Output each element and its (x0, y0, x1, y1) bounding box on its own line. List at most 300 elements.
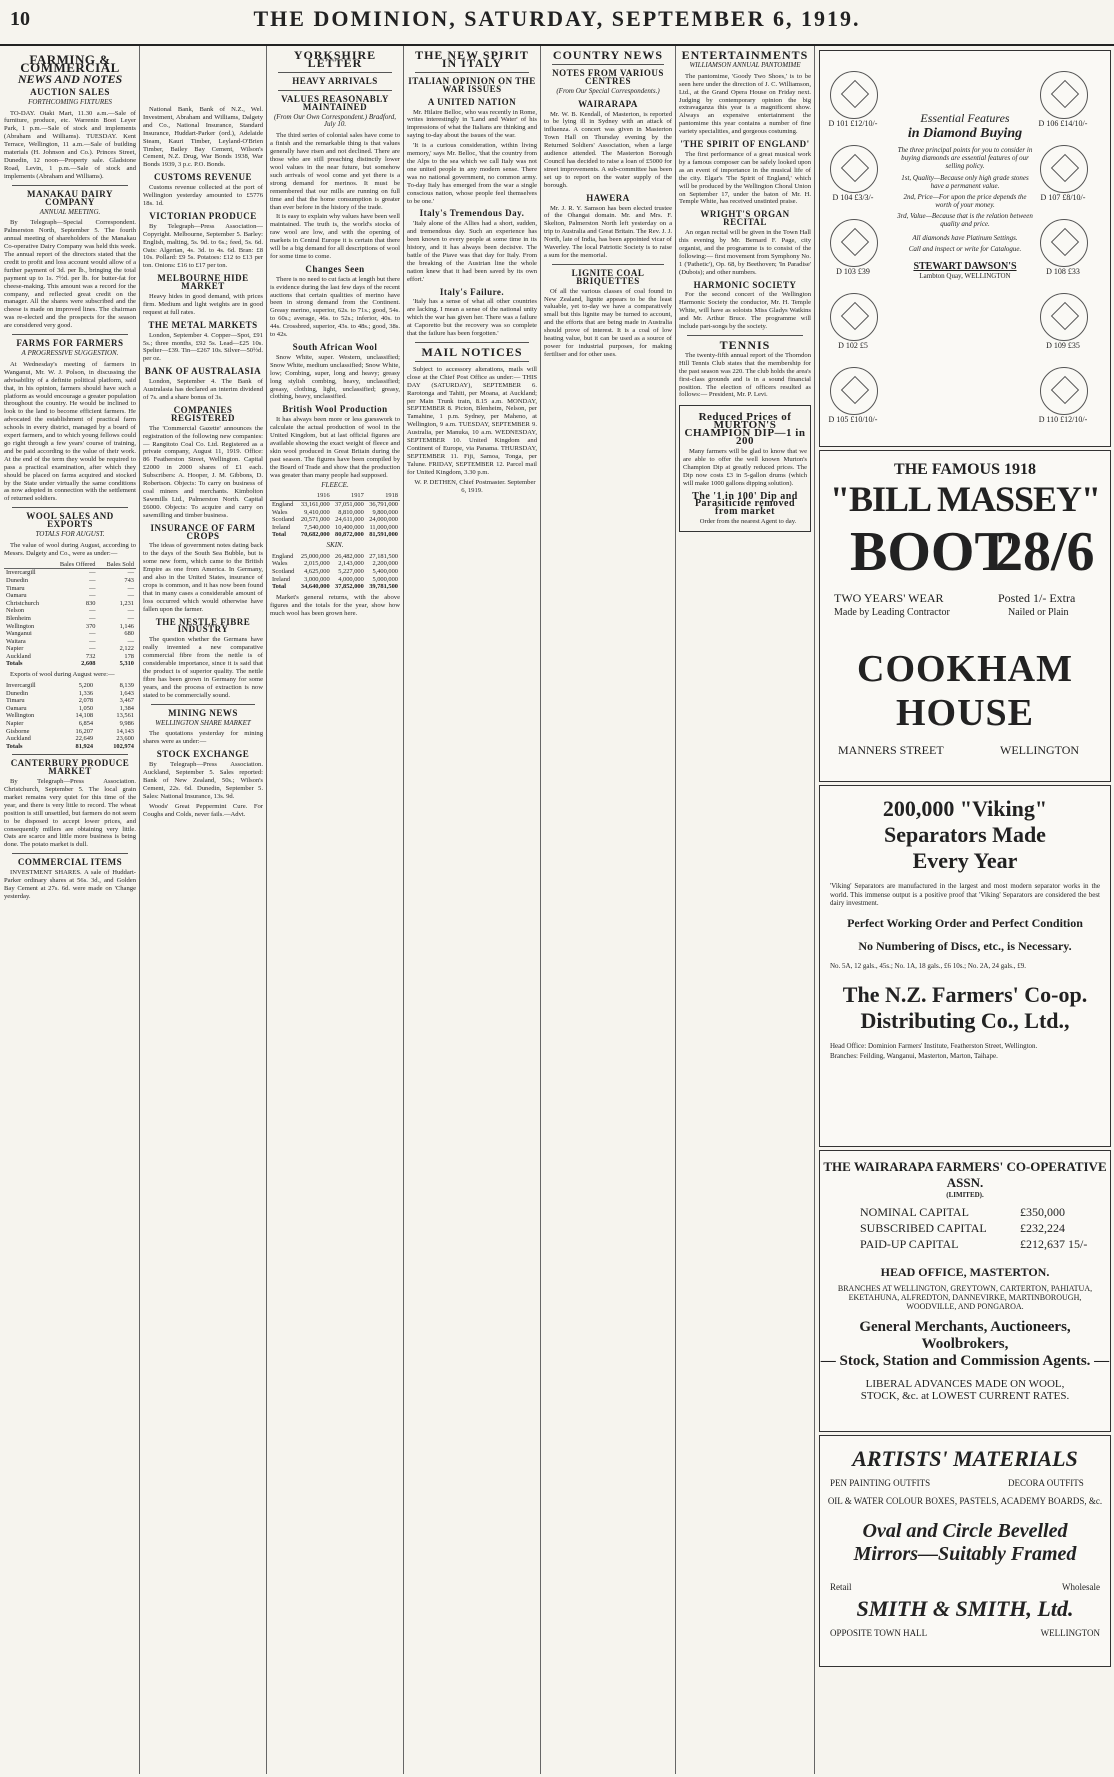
table-cell: 5,200 (78, 681, 94, 689)
table-cell: Gisborne (6, 727, 30, 735)
table-row (4, 705, 136, 713)
table-cell: 25,000,000 (300, 552, 330, 560)
table-cell: 2,200,000 (372, 560, 398, 568)
table-cell: Nelson (6, 607, 25, 615)
table-cell: 3,000,000 (304, 575, 330, 583)
diamond-ring-icon (1040, 71, 1088, 119)
column-rule (675, 46, 676, 1774)
table-row (4, 690, 136, 698)
column-rule (814, 46, 815, 1774)
artists-outfits (830, 1478, 1100, 1492)
table-cell: — (127, 569, 134, 577)
table-cell: 370 (85, 622, 96, 630)
wairarapa-general-2: — Stock, Station and Commission Agents. — (820, 1353, 1110, 1369)
table-cell: 5,400,000 (372, 568, 398, 576)
viking-branches: Branches: Feilding, Wanganui, Masterton, Marton, Taihape. (830, 1051, 998, 1060)
table-row (4, 615, 136, 623)
table-cell: 1,146 (119, 622, 134, 630)
british-heading: British Wool Production (282, 404, 388, 415)
farms-subheading: A PROGRESSIVE SUGGESTION. (21, 349, 119, 357)
boot-line1: THE FAMOUS 1918 (894, 461, 1036, 478)
column-rule (266, 46, 267, 1774)
wairarapa-limited: (LIMITED). (946, 1191, 984, 1199)
table-cell: — (89, 584, 96, 592)
changes-heading: Changes Seen (305, 263, 365, 274)
column-rule (403, 46, 404, 1774)
table-cell: 5,227,000 (338, 568, 364, 576)
artists-opposite: OPPOSITE TOWN HALL (830, 1628, 928, 1638)
artists-city: WELLINGTON (1040, 1628, 1100, 1638)
stock-heading: STOCK EXCHANGE (156, 749, 250, 760)
table-row (270, 516, 400, 524)
fleece-label: FLEECE. (321, 480, 349, 489)
section-title: FARMING & COMMERCIAL (20, 52, 120, 75)
diamond-ring-icon (830, 219, 878, 267)
divider (151, 704, 255, 705)
boot-wear: TWO YEARS' WEAR (834, 591, 944, 605)
africa-text: Snow White, super. Western, unclassified; Snow White, medium unclassified; Snow White, low; Combing, super, long and heavy; greasy long stylish combing, heavy, unclassified; greasy, clothing, light, unclassified; greasy, clothing, heavy, unclassified. (270, 353, 400, 401)
viking-body: 'Viking' Separators are manufactured in the largest and most modern separator works in the world. This immense output is a positive proof that 'Viking' Separators are considered the best dairy investment. (830, 882, 1100, 907)
subscribed-capital-label: SUBSCRIBED CAPITAL (860, 1221, 987, 1235)
boot-street: MANNERS STREET (838, 743, 944, 757)
artists-wholesale: Wholesale (1062, 1582, 1100, 1592)
divider (12, 507, 128, 508)
boot-line2: "BILL MASSEY" (829, 479, 1101, 519)
table-cell: 178 (124, 652, 134, 660)
table-cell: — (89, 645, 96, 653)
hawera-text: Mr. J. R. Y. Samson has been elected trustee of the Ohangai domain. Mr. and Mrs. F. Skelton, Palmerston North left yesterday on a trip to Australia and Great Britain. The Rev. J. J. North, late of India, has been appointed vicar of Waverley. The local Patriotic Society is to raise a sum for the memorial. (544, 204, 672, 259)
table-cell: Napier (6, 719, 24, 727)
table-row (4, 630, 136, 638)
diamond-icon (1051, 376, 1079, 404)
table-row (4, 638, 136, 646)
table-cell: Auckland (6, 652, 31, 660)
table-cell: — (89, 607, 96, 615)
bank-text: London, September 4. The Bank of Australasia has declared an interim dividend of 7s. and a share bonus of 3s. (143, 378, 263, 401)
table-cell: 4,625,000 (304, 568, 330, 576)
boot-price: 28/6 (995, 521, 1095, 583)
diamond-price-label: D 109 £35 (1046, 341, 1080, 350)
table-cell: 33,161,000 (300, 501, 330, 508)
column-italy (407, 46, 537, 1774)
table-cell: 8,810,000 (338, 508, 364, 516)
divider (12, 853, 128, 854)
mining-heading: MINING NEWS (168, 707, 238, 718)
yorkshire-para-2: It is easy to explain why values have been well maintained. The truth is, the world's stocks of raw wool are low, and with the opening of markets in Central Europe it is certain that there will be a big demand for all descriptions of wool for some time to come. (270, 213, 400, 260)
divider (415, 72, 529, 73)
table-cell: — (127, 614, 134, 622)
table-cell: — (89, 592, 96, 600)
viking-line2: Separators Made (884, 822, 1046, 847)
table-cell: — (89, 569, 96, 577)
page-number: 10 (10, 8, 30, 30)
diamond-icon (841, 376, 869, 404)
changes-text: There is no need to cut facts at length but there is evidence during the last few days of the recent auctions that certain qualities of merino have been in strong demand from the Continent. Greasy merino, superior, 62s. to 71s.; good, 54s. to 60s.; average, 46s. to 52s.; inferior, 40s. to 44s. Crossbred, superior, 43s. to 48s.; good, 38s. to 42s. (270, 275, 400, 339)
table-cell: Scotland (272, 568, 295, 576)
boot-postage: Posted 1/- Extra (998, 591, 1076, 605)
divider (552, 64, 664, 65)
table-cell: 4,000,000 (338, 575, 364, 583)
wool-subheading: TOTALS FOR AUGUST. (35, 530, 105, 539)
british-text: It has always been more or less guesswork to calculate the actual production of wool in the United Kingdom, but at last official figures are available showing the exact weight of fleece and skin wool produced in Great Britain during the past season. The figures have been compiled by the Board of Trade and show that the production was greater than many people had supposed. (270, 416, 400, 479)
viking-office: Head Office: Dominion Farmers' Institute, Featherston Street, Wellington. (830, 1041, 1038, 1050)
divider (12, 754, 128, 755)
table-total-row (270, 583, 400, 591)
table-row (4, 623, 136, 631)
viking-line3: Every Year (912, 848, 1018, 873)
divider (687, 335, 803, 336)
column-yorkshire (270, 46, 400, 1774)
divider (278, 90, 392, 91)
table-cell: 26,482,000 (335, 552, 364, 560)
table-row (4, 735, 136, 743)
diamond-price-label: D 104 £3/3/- (832, 193, 874, 202)
table-cell: 1,050 (78, 704, 94, 712)
table-cell: Bales Sold (97, 561, 136, 569)
yorkshire-subheading-2: VALUES REASONABLY MAINTAINED (281, 93, 389, 112)
table-cell: 23,600 (116, 735, 134, 743)
murton-tagline: The '1 in 100' Dip and Parasiticide removed from market (692, 490, 798, 518)
organ-text: An organ recital will be given in the Town Hall this evening by Mr. Bernard F. Page, city organist, and the programme is to consist of the following:— first movement from Symphony No. 1 ('Pathetic'), Op. 68, by Beethoven; 'In Paradise' (Dubois); and other numbers. (679, 229, 811, 276)
table-cell: — (89, 576, 96, 584)
tremendous-heading: Italy's Tremendous Day. (419, 208, 525, 219)
table-cell: Napier (6, 645, 24, 653)
failure-heading: Italy's Failure. (439, 286, 505, 297)
diamond-ad-street: Lambton Quay, WELLINGTON (919, 272, 1011, 280)
table-cell (4, 561, 49, 569)
table-cell: 102,974 (113, 742, 134, 750)
table-total-row (270, 531, 400, 539)
customs-heading: CUSTOMS REVENUE (153, 172, 253, 183)
murton-heading: Reduced Prices of MURTON'S CHAMPION DIP—1 in 200 (684, 411, 806, 448)
yorkshire-byline: (From Our Own Correspondent.) Bradford, July 10. (273, 112, 397, 129)
table-cell: 11,000,000 (369, 523, 398, 531)
table-cell: Totals (6, 660, 23, 668)
tennis-text: The twenty-fifth annual report of the Thorndon Hill Tennis Club states that the membership for the past season was 220. The club holds the area's first-class grounds and is in a sound financial position. The election of officers resulted as follows:— President, Mr. P. Levi. (679, 351, 811, 399)
table-cell: 9,986 (119, 719, 134, 727)
table-cell: Oamaru (6, 592, 27, 600)
diamond-icon (841, 302, 869, 330)
wool-table (4, 561, 136, 668)
table-cell: Timaru (6, 697, 25, 705)
insurance-heading: INSURANCE OF FARM CROPS (150, 522, 256, 541)
table-cell: 27,181,500 (369, 552, 398, 560)
table-cell: Totals (6, 742, 23, 750)
spirit-heading: 'THE SPIRIT OF ENGLAND' (680, 139, 810, 150)
table-cell: 680 (124, 630, 134, 638)
divider (12, 334, 128, 335)
table-cell: — (89, 614, 96, 622)
canterbury-text: By Telegraph—Press Association. Christchurch, September 5. The local grain market remains very quiet for this time of the year, and there is very little to record. The wheat position is still unsettled, but farmers do not seem to be disposed to accept lower prices, and consequently millers are obtaining very little. Oats are scarce and little more business is being done. The potato market is dull. (4, 778, 136, 849)
viking-co-line2: Distributing Co., Ltd., (860, 1007, 1070, 1033)
table-cell: 81,924 (75, 742, 94, 750)
column-entertainments (679, 46, 811, 1774)
table-cell: 9,410,000 (304, 508, 330, 516)
boot-shop: COOKHAM HOUSE (857, 648, 1073, 734)
table-row (4, 728, 136, 736)
table-row (270, 553, 400, 561)
table-cell: 2,078 (78, 697, 94, 705)
wairarapa-text: Mr. W. B. Kendall, of Masterton, is reported to be lying ill in Sydney with an attack of influenza. A concert was given in Masterton Town Hall on Thursday evening by the Returned Soldiers' Association, when a large audience attended. The Masterton Borough Council has decided to raise a loan of £5000 for street improvements. A sub-committee has been set up to report on the water supply of the borough. (544, 110, 672, 189)
pantomime-text: The pantomime, 'Goody Two Shoes,' is to be seen here under the direction of J. C. Williamson, Ltd., at the Grand Opera House on Friday next. Judging by contemporary opinion the big extravaganza this year is a magnificent show. Always an expensive entertainment the pantomime this year contains a number of fine variety specialities, and gorgeous costuming. (679, 72, 811, 136)
table-cell: 5,000,000 (372, 575, 398, 583)
lignite-text: Of all the various classes of coal found in New Zealand, lignite appears to be the least valuable, yet to-day we have a comparatively small but this lignite may be turned to account, and the efforts that are being made in Australia should prove of interest. It is a coal of low heating value, but it can be used as a source of power for industrial purposes, for making fertiliser and for other uses. (544, 287, 672, 358)
diamond-price-label: D 106 £14/10/- (1038, 119, 1088, 128)
table-total-row (4, 660, 136, 668)
table-row (4, 697, 136, 705)
diamond-ring-icon (830, 71, 878, 119)
farms-text: At Wednesday's meeting of farmers in Wanganui, Mr. W. J. Polson, in discussing the advisability of a definite political platform, said that, in his opinion, farmers should have such a platform as would encourage a greater population throughout the country. He would be inclined to look to the land to become efficient farmers. He advocated the establishment of practical farm schools in every district, managed by a board of expert farmers, and to which young fellows could go right through a few years' course of training, and be paid according to the value of their work. At the end of the term they would be required to pass a practical examination, after which they should be placed on farms acquired and stocked by the State under virtually the same conditions as now adopted in connection with the settlement of returned soldiers. (4, 360, 136, 503)
table-cell: Scotland (272, 516, 295, 524)
table-row (4, 585, 136, 593)
mining-subheading: WELLINGTON SHARE MARKET (155, 718, 251, 727)
table-row (270, 501, 400, 509)
table-row (270, 509, 400, 517)
yorkshire-subheading: HEAVY ARRIVALS (292, 75, 378, 86)
table-row (4, 682, 136, 690)
yorkshire-heading: YORKSHIRE LETTER (293, 48, 377, 70)
nominal-capital-label: NOMINAL CAPITAL (860, 1205, 969, 1219)
murton-footer: Order from the nearest Agent to day. (699, 518, 797, 526)
table-cell: 2,143,000 (338, 560, 364, 568)
wool-intro: The value of wool during August, according to Messrs. Dalgety and Co., were as under:— (4, 541, 136, 557)
diamond-icon (1051, 80, 1079, 108)
diamond-ad-name: STEWART DAWSON'S (913, 261, 1017, 272)
table-cell: Christchurch (6, 599, 40, 607)
subscribed-capital-value: £232,224 (1020, 1221, 1065, 1235)
italy-para-1: Mr. Hilaire Belloc, who was recently in Rome, writes interestingly in 'Land and Water' of his impressions of what the Italians are thinking and saying to-day about the issues of the war. (407, 108, 537, 140)
viking-co-line1: The N.Z. Farmers' Co-op. (842, 981, 1088, 1007)
companies-text: The 'Commercial Gazette' announces the registration of the following new companies:— Rangitoto Coal Co. Ltd. Registered as a private company, August 11, 1919. Office: 86 Featherston Street, Wellington. Capital £2000 in 2000 shares of £1 each. Subscribers: A. Hooper, J. M. Gibbons, D. Robertson. Objects: To carry on business of coal miners and merchants. Kimbolton Sawmills Ltd., Palmerston North. Capital £6000. Objects: To acquire and carry on sawmilling and timber business. (143, 424, 263, 519)
table-cell: Waitara (6, 637, 26, 645)
artists-ad (819, 1435, 1111, 1667)
table-cell: Wales (272, 560, 288, 568)
table-cell: Invercargill (6, 681, 36, 689)
divider (552, 264, 664, 265)
table-cell: 24,611,000 (335, 516, 364, 524)
shares-text: National Bank, Bank of N.Z., Wel. Investment, Abraham and Williams, Dalgety and Co., National Insurance, Standard Insurance, Huddart-Parker (ord.), Adelaide Steam, Kauri Timber, Leyland-O'Brien Timber, Bailey Bay Cement, Wilson's Cement, N.Z. Drug, War Bonds 1938, War Bonds 1939, 3 p.c. P.O. Bonds. (143, 106, 263, 169)
table-cell: 7,540,000 (304, 523, 330, 531)
auction-text: TO-DAY. Otaki Mart, 11.30 a.m.—Sale of furniture, produce, etc. Warrenin Boot Leyer Park, 1 p.m.—Sale of stock and implements (Abraham and Williams). TUESDAY. Kent Terrace, Wellington, 11 a.m.—Sale of building materials (H. Johnson and Co.). Princes Street, Dunedin, 12 noon—Property sale. Gladstone Road, Levin, 1 p.m.—Sale of stock and implements (Abraham and Williams). (4, 109, 136, 180)
viking-ad (819, 785, 1111, 1147)
table-cell: 36,791,000 (369, 501, 398, 508)
entertainments-heading: ENTERTAINMENTS (681, 48, 809, 62)
diamond-ring-icon (1040, 293, 1088, 341)
tennis-heading: TENNIS (719, 338, 771, 352)
table-cell: England (272, 501, 294, 508)
yorkshire-closing: Market's general returns, with the above figures and the totals for the year, show how much wool has been grown here. (270, 593, 400, 617)
diamond-price-label: D 110 £12/10/- (1038, 415, 1088, 424)
viking-line1: 200,000 "Viking" (882, 796, 1048, 821)
diamond-icon (1051, 302, 1079, 330)
wairarapa-liberal-2: STOCK, &c. at LOWEST CURRENT RATES. (860, 1390, 1070, 1402)
table-row (4, 645, 136, 653)
diamond-ad-catalogue: Call and inspect or write for Catalogue. (908, 245, 1022, 253)
table-cell: 14,108 (75, 712, 94, 720)
lignite-heading: LIGNITE COAL BRIQUETTES (571, 267, 645, 286)
country-subheading: NOTES FROM VARIOUS CENTRES (552, 67, 664, 86)
table-cell: — (127, 607, 134, 615)
diamond-ad-feature-2: 2nd, Price—For upon the price depends the worth of your money. (903, 193, 1027, 209)
table-row (270, 576, 400, 584)
italy-para-2: 'It is a curious consideration, within living memory,' says Mr. Belloc, 'that the country from the Alps to the sea which we call Italy was not one united people in any modern sense. There was no national government, no common army. To-day Italy has emerged from the war a single conscious nation, whose people feel themselves to be one.' (407, 142, 537, 205)
exports-title: Exports of wool during August were:— (10, 671, 115, 679)
organ-heading: WRIGHT'S ORGAN RECITAL (700, 209, 790, 228)
wairarapa-branches: BRANCHES AT WELLINGTON, GREYTOWN, CARTERTON, PAHIATUA, EKETAHUNA, ALFREDTON, DANNEVIRKE, MARTINBOROUGH, WOODVILLE, AND PONGAROA. (837, 1284, 1093, 1311)
customs-text: Customs revenue collected at the port of Wellington yesterday amounted to £5776 18s. 1d. (143, 184, 263, 207)
table-cell: Total (272, 583, 286, 591)
fleece-table (270, 492, 400, 539)
table-cell: 34,640,000 (300, 583, 330, 591)
diamond-icon (841, 80, 869, 108)
insurance-text: The ideas of government notes dating back to the days of the South Sea Bubble, but is some new form, which came to the British Empire as one from America. In Germany, and also in the United States, insurance of crops is common, and it has now been found that in many cases a considerable amount of loss occurred which would otherwise have fallen upon the farmer. (143, 542, 263, 613)
boot-nailed: Nailed or Plain (1008, 607, 1069, 618)
table-row (270, 524, 400, 532)
table-cell: 2,608 (81, 660, 96, 668)
table-cell: 37,051,000 (335, 501, 364, 508)
table-row (4, 577, 136, 585)
diamond-icon (841, 154, 869, 182)
metal-heading: THE METAL MARKETS (148, 319, 258, 330)
table-cell: 37,852,000 (335, 583, 364, 591)
table-cell: 80,872,000 (335, 531, 364, 539)
diamond-ad-line2: in Diamond Buying (907, 126, 1023, 141)
artists-address (830, 1628, 1100, 1642)
table-cell: Invercargill (6, 569, 36, 577)
table-cell: 1918 (366, 492, 400, 500)
table-row (4, 569, 136, 577)
diamond-ring-icon (830, 293, 878, 341)
diamond-icon (1051, 154, 1079, 182)
manakau-text: By Telegraph—Special Correspondent. Palmerston North, September 5. The fourth annual meeting of shareholders of the Manakau Co-operative Dairy Company was held this week. The annual report of the directors stated that the credit to profit and loss account would allow of a further payment of 3d. per lb., bringing the total payment up to 1s. 7½d. per lb. for butter-fat for cheese-making. This amount was a record for the company, and reflected great credit on the manager. All the shares were subscribed and the cheese is made on improved lines. The chairman was re-elected and the prospects for the season are considered very good. (4, 219, 136, 330)
table-cell: — (127, 637, 134, 645)
exports-table (4, 682, 136, 750)
mail-text: Subject to accessory alterations, mails will close at the Chief Post Office as under:— THIS DAY (SATURDAY), SEPTEMBER 6. Rarotonga and Tahiti, per Moana, at Auckland; per Main Trunk train, 8.15 a.m. MONDAY, SEPTEMBER 8. Picton, Blenheim, Nelson, per Tamahine, 1 p.m. Sydney, per Maheno, at Wellington, 9 a.m. TUESDAY, SEPTEMBER 9. Australia, per Manuka, 10 a.m. WEDNESDAY, SEPTEMBER 10. United Kingdom and Continent of Europe, via Panama. THURSDAY, SEPTEMBER 11. Fiji, Samoa, Tonga, per Talune. FRIDAY, SEPTEMBER 12. Parcel mail for United Kingdom, 3.30 p.m. (407, 365, 537, 476)
table-cell: Auckland (6, 735, 31, 743)
wool-heading: WOOL SALES AND EXPORTS (26, 511, 114, 530)
table-total-row (4, 743, 136, 751)
viking-bold-1: Perfect Working Order and Perfect Condition (847, 915, 1083, 930)
italy-subheading-2: A UNITED NATION (427, 96, 517, 107)
tremendous-text: 'Italy alone of the Allies had a short, sudden, and tremendous day. Such an experience has been known to every people at some time in its history, and it has always been decisive. The battle of the Piave was that day for Italy. From the breaking of the Austrian line the whole nation knew that it had been saved by its own effort.' (407, 220, 537, 283)
boot-maker: Made by Leading Contractor (834, 607, 950, 618)
column-rule (540, 46, 541, 1774)
skin-label: SKIN. (326, 540, 344, 549)
table-cell: 732 (85, 652, 96, 660)
diamond-ring-icon (830, 145, 878, 193)
diamond-price-label: D 107 £8/10/- (1040, 193, 1086, 202)
boot-address (820, 743, 1110, 763)
table-cell: 20,571,000 (300, 516, 330, 524)
table-cell: 1,384 (119, 704, 134, 712)
boot-price-row (820, 519, 1110, 589)
table-cell: 16,207 (75, 727, 94, 735)
column-markets (143, 46, 263, 1774)
table-cell: 743 (124, 576, 134, 584)
boot-terms (820, 589, 1110, 621)
table-row (270, 560, 400, 568)
skin-table (270, 553, 400, 591)
spirit-text: The first performance of a great musical work by a famous composer can be safely looked upon as an event of importance in the musical life of the city. Elgar's 'The Spirit of England,' which will be produced by the Wellington Choral Union on September 17, under the baton of Mr. H. Temple White, has received unstinted praise. (679, 150, 811, 206)
murton-ad (679, 405, 811, 532)
diamond-ad-feature-3: 3rd, Value—Because that is the relation between quality and price. (897, 212, 1033, 228)
artists-retail: Retail (830, 1582, 852, 1592)
mail-signed: W. P. DETHEN, Chief Postmaster. September 6, 1919. (414, 478, 536, 494)
diamond-price-label: D 102 £5 (838, 341, 868, 350)
peppermint-ad: Woods' Great Peppermint Cure. For Coughs and Colds, never fails.—Advt. (143, 802, 263, 818)
auction-heading: AUCTION SALES (30, 86, 110, 97)
diamond-ad-intro: The three principal points for you to consider in buying diamonds are essential features of our selling policy. (897, 146, 1033, 170)
artists-oval-2: Mirrors—Suitably Framed (853, 1543, 1077, 1565)
table-cell: Ireland (272, 575, 291, 583)
murton-text: Many farmers will be glad to know that we are able to offer the well known Murton's Champion Dip at greatly reduced prices. The Dip now costs £3 in 5-gallon drums (which will make 1000 gallons dipping solution). (683, 447, 807, 487)
table-cell: 14,143 (116, 727, 134, 735)
companies-heading: COMPANIES REGISTERED (170, 404, 236, 423)
table-cell: — (127, 592, 134, 600)
italy-subheading: ITALIAN OPINION ON THE WAR ISSUES (408, 75, 536, 94)
country-heading: COUNTRY NEWS (552, 48, 664, 62)
table-cell: 5,310 (119, 660, 134, 668)
diamond-ring-icon (1040, 145, 1088, 193)
paidup-capital-label: PAID-UP CAPITAL (860, 1237, 959, 1251)
mail-heading: MAIL NOTICES (421, 345, 523, 359)
table-cell: 22,649 (75, 735, 94, 743)
table-cell: Oamaru (6, 704, 27, 712)
table-cell: — (127, 584, 134, 592)
hawera-heading: HAWERA (586, 192, 630, 203)
boot-ad (819, 450, 1111, 782)
table-cell: 9,800,000 (372, 508, 398, 516)
masthead-title: THE DOMINION, SATURDAY, SEPTEMBER 6, 1919. (253, 6, 861, 31)
table-cell: Timaru (6, 584, 25, 592)
wairarapa-head-office: HEAD OFFICE, MASTERTON. (880, 1265, 1050, 1279)
diamond-price-label: D 108 £33 (1046, 267, 1080, 276)
table-cell: Dunedin (6, 689, 29, 697)
melbourne-heading: MELBOURNE HIDE MARKET (157, 273, 249, 292)
auction-subheading: FORTHCOMING FIXTURES (28, 97, 112, 106)
paidup-capital-value: £212,637 15/- (1020, 1237, 1088, 1251)
artists-pen: PEN PAINTING OUTFITS (830, 1478, 931, 1488)
table-cell: Dunedin (6, 576, 29, 584)
divider (415, 361, 529, 362)
table-cell: — (89, 630, 96, 638)
artists-name: SMITH & SMITH, Ltd. (856, 1596, 1074, 1621)
table-cell: Total (272, 531, 286, 539)
table-cell (270, 492, 298, 500)
table-cell: 81,591,000 (369, 531, 398, 539)
victorian-heading: VICTORIAN PRODUCE (149, 210, 257, 221)
manakau-heading: MANAKAU DAIRY COMPANY (27, 188, 113, 207)
italy-heading: THE NEW SPIRIT IN ITALY (415, 48, 529, 70)
table-row (4, 600, 136, 608)
diamond-icon (1051, 228, 1079, 256)
artists-title: ARTISTS' MATERIALS (852, 1446, 1078, 1471)
wairarapa-liberal-1: LIBERAL ADVANCES MADE ON WOOL, (865, 1378, 1065, 1390)
table-cell: 10,400,000 (335, 523, 364, 531)
commercial-text: INVESTMENT SHARES. A sale of Huddart-Parker ordinary shares at 56s. 3d., and Golden Bay Cement at 27s. 6d. were made on 'Change yesterday. (4, 869, 136, 900)
column-rule (139, 46, 140, 1774)
diamond-ring-icon (1040, 219, 1088, 267)
country-byline: (From Our Special Correspondents.) (556, 86, 660, 95)
bank-heading: BANK OF AUSTRALASIA (144, 366, 262, 377)
table-row (4, 592, 136, 600)
table-cell: Wanganui (6, 630, 32, 638)
viking-prices: No. 5A, 12 gals., 45s.; No. 1A, 18 gals., £6 10s.; No. 2A, 24 gals., £9. (830, 961, 1026, 970)
table-cell: 2,015,000 (304, 560, 330, 568)
artists-decora: DECORA OUTFITS (1008, 1478, 1084, 1488)
boot-city: WELLINGTON (1000, 743, 1080, 757)
table-row (4, 720, 136, 728)
